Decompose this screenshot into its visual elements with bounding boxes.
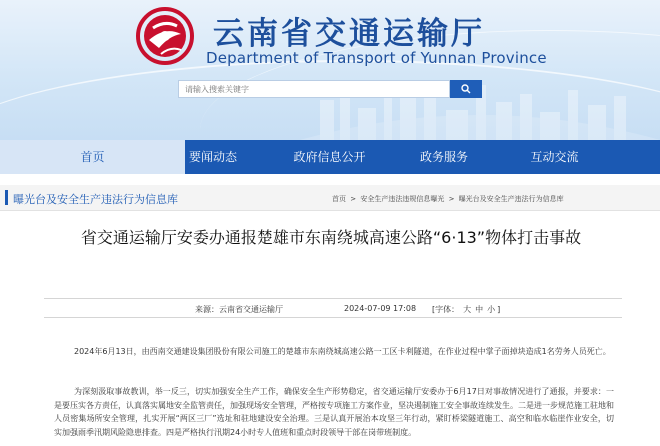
article-paragraph: 2024年6月13日，由西南交通建设集团股份有限公司施工的楚雄市东南绕城高速公路一工区卡利隧道，在作业过程中掌子面掉块造成1名劳务人员死亡。 <box>74 347 611 356</box>
breadcrumb-separator: > <box>448 195 455 203</box>
breadcrumb-current[interactable]: 曝光台及安全生产违法行为信息库 <box>458 195 564 203</box>
department-logo-icon <box>135 6 195 66</box>
font-size-close: ] <box>497 305 501 314</box>
search-input[interactable] <box>178 80 450 98</box>
font-size-small[interactable]: 小 <box>487 305 496 314</box>
font-size-medium[interactable]: 中 <box>475 305 484 314</box>
header-banner <box>0 0 660 140</box>
site-subtitle: Department of Transport of Yunnan Province <box>206 49 547 67</box>
breadcrumb-category[interactable]: 安全生产违法违规信息曝光 <box>360 195 445 203</box>
nav-item-interaction[interactable]: 互动交流 <box>530 150 579 164</box>
search-button[interactable] <box>450 80 482 98</box>
article-title: 省交通运输厅安委办通报楚雄市东南绕城高速公路“6·13”物体打击事故 <box>80 228 582 247</box>
font-size-large[interactable]: 大 <box>463 305 472 314</box>
nav-item-news[interactable]: 要闻动态 <box>188 150 237 164</box>
section-accent-bar <box>5 190 8 205</box>
section-header <box>0 185 660 211</box>
nav-item-gov-info[interactable]: 政府信息公开 <box>293 150 366 164</box>
breadcrumb-home[interactable]: 首页 <box>332 195 346 203</box>
main-nav <box>0 140 660 174</box>
section-title: 曝光台及安全生产违法行为信息库 <box>13 193 178 206</box>
article-source: 来源：云南省交通运输厅 <box>195 305 283 314</box>
article-meta <box>44 298 622 318</box>
site-title: 云南省交通运输厅 <box>213 16 485 52</box>
breadcrumb <box>332 194 566 204</box>
nav-item-services[interactable]: 政务服务 <box>419 150 468 164</box>
search-icon <box>461 84 471 94</box>
font-size-selector <box>432 304 500 315</box>
article-date: 2024-07-09 17:08 <box>344 304 417 313</box>
nav-item-home[interactable]: 首页 <box>0 140 185 174</box>
font-size-label: [字体： <box>432 305 460 314</box>
article-paragraph: 为深刻汲取事故教训，举一反三，切实加强安全生产工作，确保安全生产形势稳定，省交通运输厅安委办于6月17日对事故情况进行了通报，并要求：一是要压实各方责任，认真落实属地安全监管责任，加强现场安全管理，严格按专项施工方案作业，坚决遏制施工安全事故连续发生。二是进一步规范施工驻地和人员密集场所安全管理，扎实开展“两区三厂”选址和驻地建设安全治理。三是认真开展治本攻坚三年行动，紧盯桥梁隧道施工、高空和临水临崖作业安全，切实加强雨季汛期风险隐患排查。四是严格执行汛期24小时专人值班和重点时段领导干部在岗带班制度。 <box>54 387 614 437</box>
breadcrumb-separator: > <box>350 195 357 203</box>
